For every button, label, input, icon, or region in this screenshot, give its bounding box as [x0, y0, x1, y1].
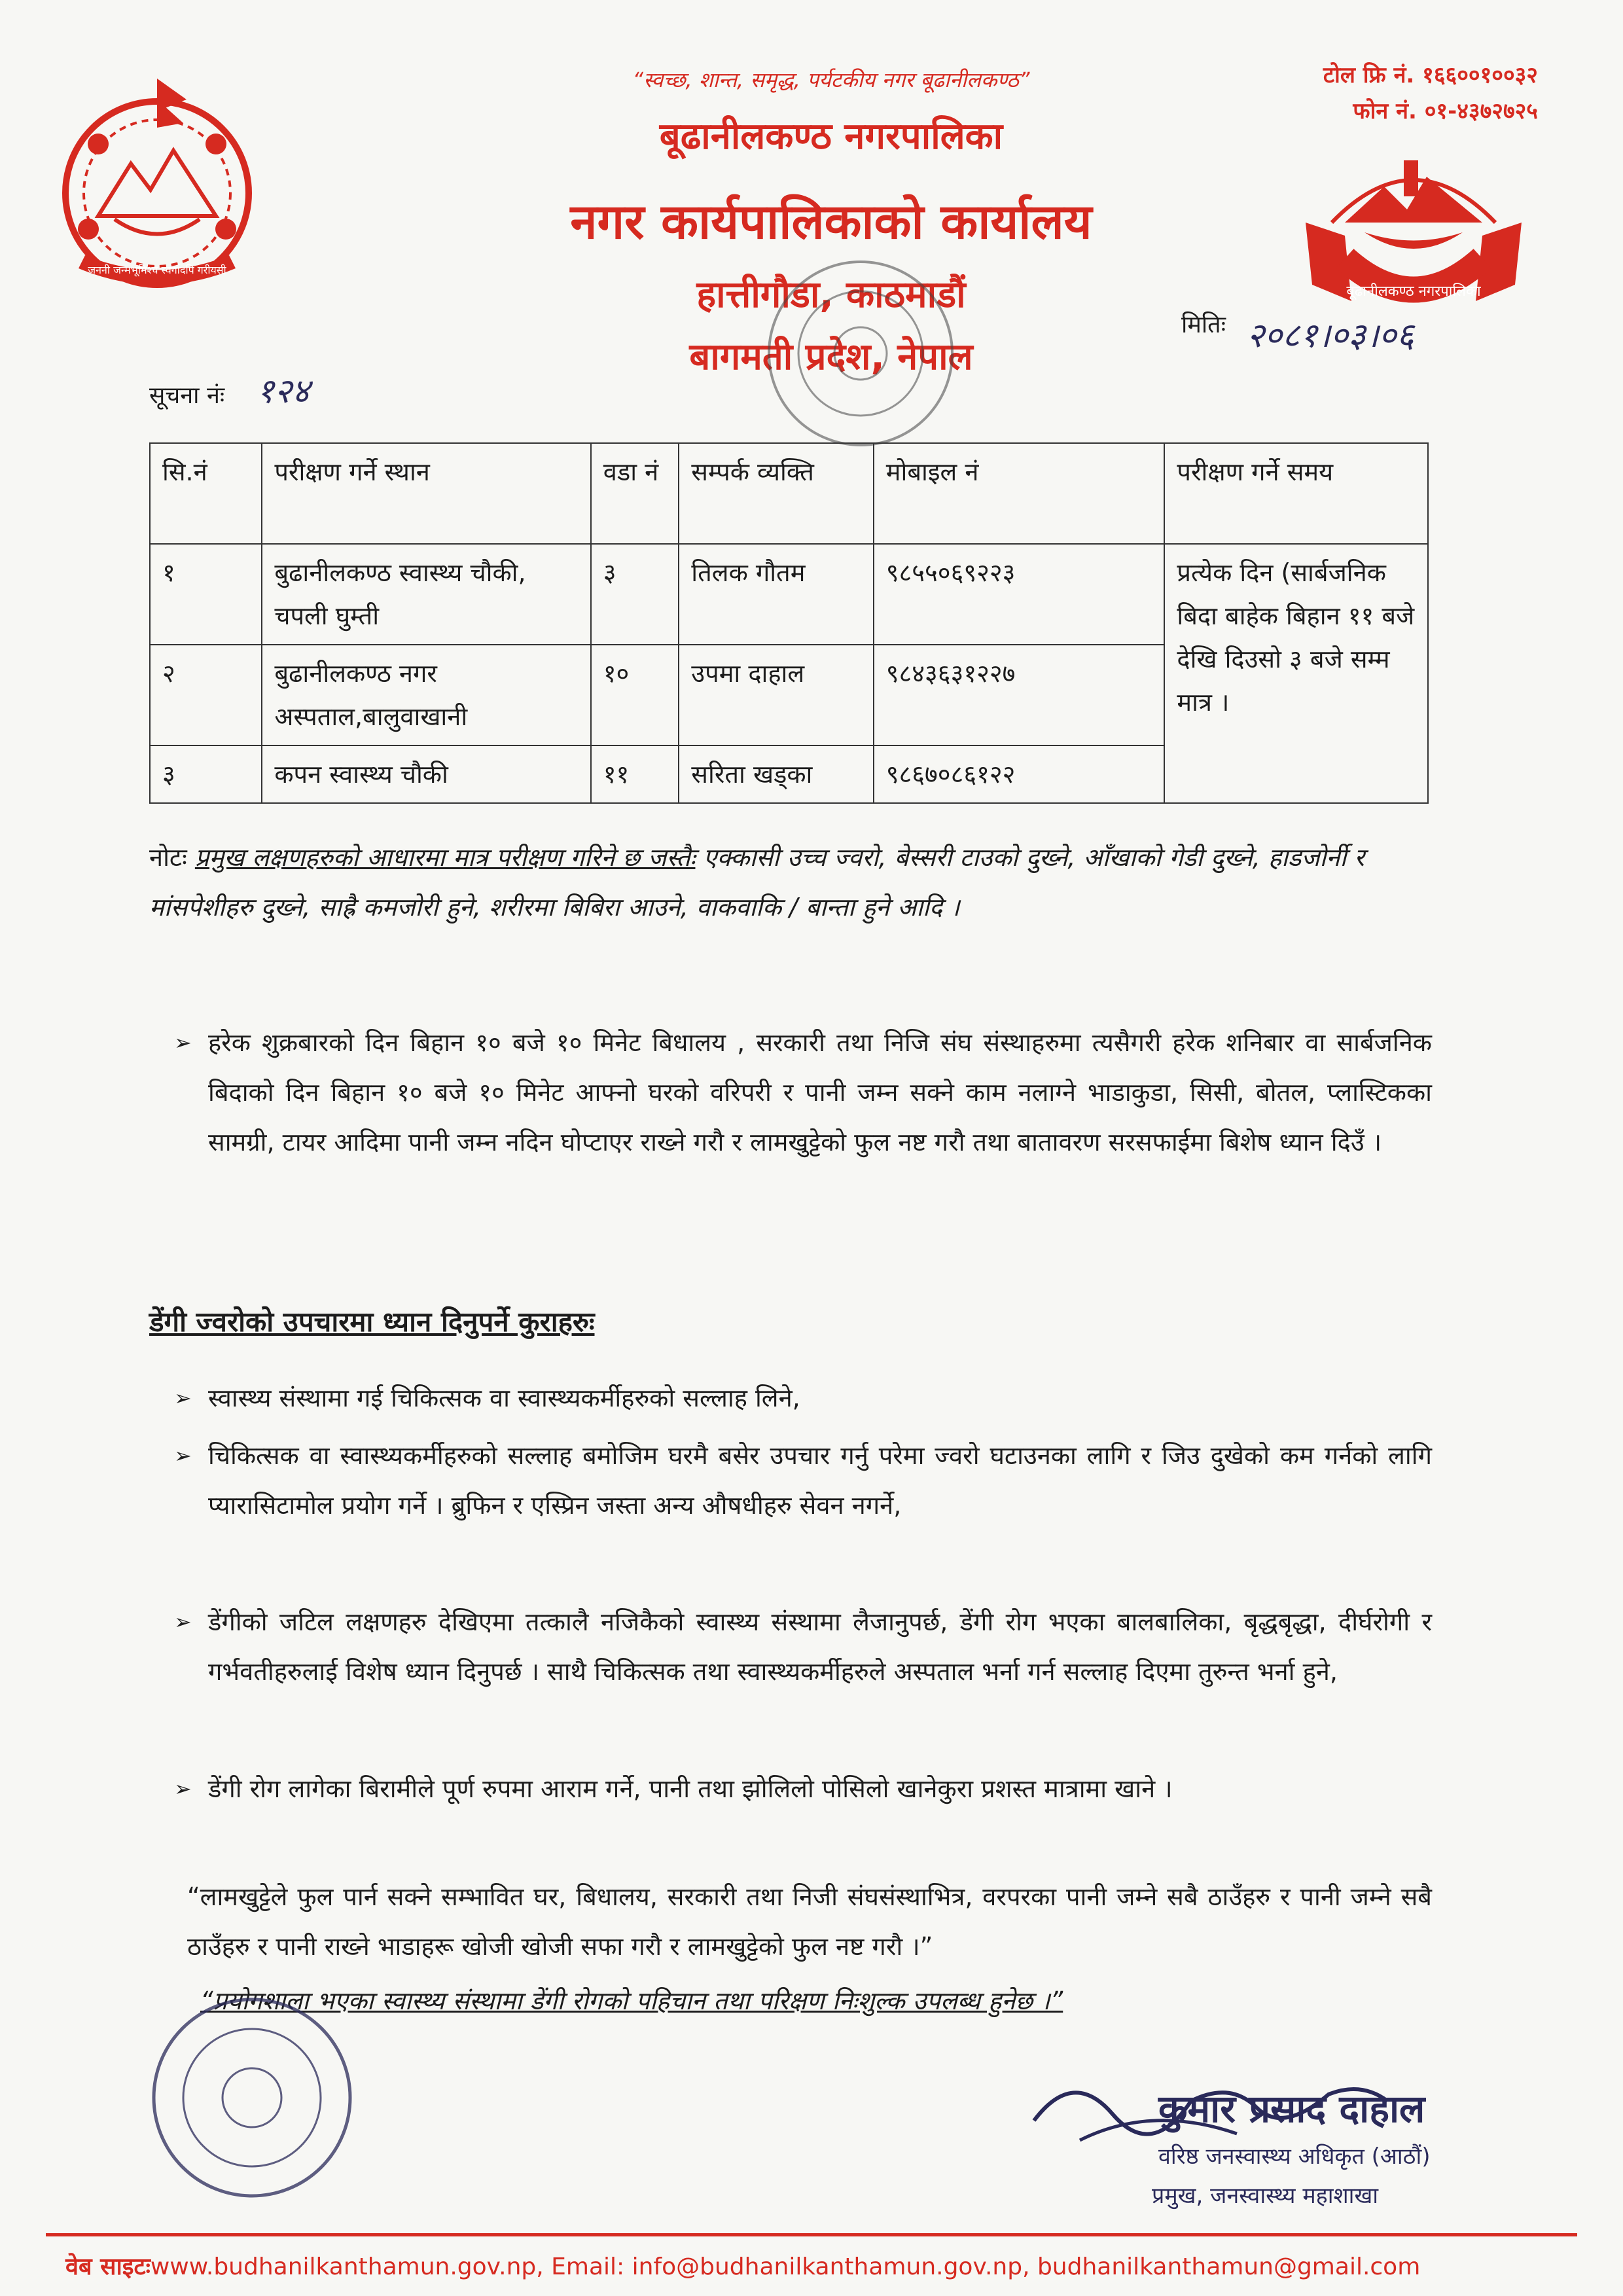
- list-item: [174, 1597, 1432, 1696]
- table-cell: १: [150, 544, 262, 645]
- bullet-arrow-icon: ➢: [174, 1443, 192, 1468]
- table-header-cell: परीक्षण गर्ने स्थान: [262, 443, 590, 544]
- list-item: [174, 1431, 1432, 1530]
- testing-locations-table: [149, 442, 1429, 804]
- date-value: २०८१।०३।०६: [1247, 316, 1414, 355]
- table-header-cell: मोबाइल नं: [874, 443, 1165, 544]
- note-label: नोटः: [149, 843, 187, 872]
- table-header-cell: वडा नं: [591, 443, 679, 544]
- bullet-arrow-icon: ➢: [174, 1030, 192, 1055]
- office-stamp-icon: [144, 1990, 360, 2206]
- table-cell: १०: [591, 645, 679, 745]
- municipality-logo-icon: [1293, 124, 1535, 321]
- office-location: हात्तीगौडा, काठमाडौं: [696, 274, 966, 316]
- nepal-emblem-icon: [52, 65, 262, 301]
- notice-number-label: सूचना नंः: [149, 382, 225, 409]
- note-text: एक्कासी उच्च ज्वरो, बेस्सरी टाउको दुख्ने, आँखाको गेडी दुख्ने, हाडजोर्नी र मांसपेशीहरु दुख्ने, साह्रै कमजोरी हुने, शरीरमा बिबिरा आउने, वाकवाकि / बान्ता हुने आदि ।: [149, 843, 1364, 922]
- list-item: [174, 1764, 1432, 1814]
- municipality-slogan: “स्वच्छ, शान्त, समृद्ध, पर्यटकीय नगर बूढानीलकण्ठ”: [632, 67, 1030, 92]
- signatory-title: वरिष्ठ जनस्वास्थ्य अधिकृत (आठौं): [1158, 2144, 1431, 2170]
- free-testing-quote: “प्रयोगशाला भएका स्वास्थ्य संस्थामा डेंगी रोगको पहिचान तथा परिक्षण निःशुल्क उपलब्ध हुनेछ ।”: [200, 1986, 1063, 2015]
- treatment-point: चिकित्सक वा स्वास्थ्यकर्मीहरुको सल्लाह बमोजिम घरमै बसेर उपचार गर्नु परेमा ज्वरो घटाउनका लागि र जिउ दुखेको कम गर्नको लागि प्यारासिटामोल प्रयोग गर्ने । ब्रुफिन र एस्प्रिन जस्ता अन्य औषधीहरु सेवन नगर्ने,: [208, 1441, 1432, 1520]
- table-header-cell: सि.नं: [150, 443, 262, 544]
- table-cell: कपन स्वास्थ्य चौकी: [262, 745, 590, 803]
- bullet-arrow-icon: ➢: [174, 1776, 192, 1801]
- logo-caption: बूढानीलकण्ठ नगरपालिका: [1346, 283, 1481, 300]
- table-cell: बुढानीलकण्ठ नगर अस्पताल,बालुवाखानी: [262, 645, 590, 745]
- municipality-name: बूढानीलकण्ठ नगरपालिका: [659, 115, 1003, 158]
- symptoms-note: [149, 833, 1432, 932]
- testing-time-cell: प्रत्येक दिन (सार्बजनिक बिदा बाहेक बिहान ११ बजे देखि दिउसो ३ बजे सम्म मात्र ।: [1164, 544, 1428, 803]
- footer-divider: [46, 2233, 1577, 2236]
- table-header-cell: सम्पर्क व्यक्ति: [679, 443, 873, 544]
- phone-number: फोन नं. ०१-४३७२७२५: [1353, 98, 1538, 124]
- table-cell: ९८५५०६९२२३: [874, 544, 1165, 645]
- table-cell: ९८६७०८६१२२: [874, 745, 1165, 803]
- table-header-row: [150, 443, 1428, 544]
- table-cell: बुढानीलकण्ठ स्वास्थ्य चौकी, चपली घुम्ती: [262, 544, 590, 645]
- office-province: बागमती प्रदेश, नेपाल: [689, 336, 973, 378]
- table-cell: ३: [150, 745, 262, 803]
- table-cell: तिलक गौतम: [679, 544, 873, 645]
- footer-label: वेब साइटः: [65, 2253, 151, 2280]
- treatment-point: डेंगी रोग लागेका बिरामीले पूर्ण रुपमा आराम गर्ने, पानी तथा झोलिलो पोसिलो खानेकुरा प्रशस्त मात्रामा खाने ।: [208, 1774, 1173, 1803]
- footer-contact: [65, 2250, 1420, 2282]
- mosquito-breeding-quote: “लामखुट्टेले फुल पार्न सक्ने सम्भावित घर, बिधालय, सरकारी तथा निजी संघसंस्थाभित्र, वरपरका पानी जम्ने सबै ठाउँहरु र पानी जम्ने सबै ठाउँहरु र पानी राख्ने भाडाहरू खोजी खोजी सफा गरौ र लामखुट्टेको फुल नष्ट गरौ ।”: [187, 1882, 1432, 1961]
- cleanup-text: हरेक शुक्रबारको दिन बिहान १० बजे १० मिनेट बिधालय , सरकारी तथा निजि संघ संस्थाहरुमा त्यसैगरी हरेक शनिबार वा सार्बजनिक बिदाको दिन बिहान १० बजे १० मिनेट आफ्नो घरको वरिपरी र पानी जम्न सक्ने काम नलाग्ने भाडाकुडा, सिसी, बोतल, प्लास्टिकका सामग्री, टायर आदिमा पानी जम्न नदिन घोप्टाएर राख्ने गरौ र लामखुट्टेको फुल नष्ट गरौ तथा बातावरण सरसफाईमा बिशेष ध्यान दिउँ ।: [208, 1028, 1432, 1157]
- table-cell: ९८४३६३१२२७: [874, 645, 1165, 745]
- treatment-heading: डेंगी ज्वरोको उपचारमा ध्यान दिनुपर्ने कुराहरुः: [149, 1306, 595, 1338]
- table-row: [150, 544, 1428, 645]
- signatory-department: प्रमुख, जनस्वास्थ्य महाशाखा: [1152, 2183, 1379, 2209]
- table-cell: उपमा दाहाल: [679, 645, 873, 745]
- emblem-caption: जननी जन्मभूमिश्च स्वर्गादपि गरीयसी: [88, 264, 226, 276]
- treatment-point: स्वास्थ्य संस्थामा गई चिकित्सक वा स्वास्थ्यकर्मीहरुको सल्लाह लिने,: [208, 1384, 800, 1412]
- office-stamp-icon: [746, 249, 975, 458]
- table-cell: ११: [591, 745, 679, 803]
- treatment-point: डेंगीको जटिल लक्षणहरु देखिएमा तत्कालै नजिकैको स्वास्थ्य संस्थामा लैजानुपर्छ, डेंगी रोग भएका बालबालिका, बृद्धबृद्धा, दीर्घरोगी र गर्भवतीहरुलाई विशेष ध्यान दिनुपर्छ । साथै चिकित्सक तथा स्वास्थ्यकर्मीहरुले अस्पताल भर्ना गर्न सल्लाह दिएमा तुरुन्त भर्ना हुने,: [208, 1607, 1432, 1686]
- signatory-name: कुमार प्रसाद दाहाल: [1158, 2087, 1425, 2131]
- date-label: मितिः: [1181, 312, 1226, 338]
- table-cell: ३: [591, 544, 679, 645]
- toll-free-number: टोल फ्रि नं. १६६००१००३२: [1323, 62, 1538, 88]
- office-name: नगर कार्यपालिकाको कार्यालय: [570, 194, 1092, 250]
- footer-links: www.budhanilkanthamun.gov.np, Email: info@budhanilkanthamun.gov.np, budhanilkanthamun@gmail.com: [150, 2253, 1421, 2280]
- cleanup-instruction: [174, 1018, 1432, 1167]
- table-cell: २: [150, 645, 262, 745]
- table-cell: सरिता खड्का: [679, 745, 873, 803]
- table-header-cell: परीक्षण गर्ने समय: [1164, 443, 1428, 544]
- note-underlined: प्रमुख लक्षणहरुको आधारमा मात्र परीक्षण गरिने छ जस्तैः: [194, 843, 696, 872]
- list-item: [174, 1373, 1432, 1423]
- notice-number-value: १२४: [257, 372, 310, 411]
- bullet-arrow-icon: ➢: [174, 1386, 192, 1410]
- bullet-arrow-icon: ➢: [174, 1609, 192, 1634]
